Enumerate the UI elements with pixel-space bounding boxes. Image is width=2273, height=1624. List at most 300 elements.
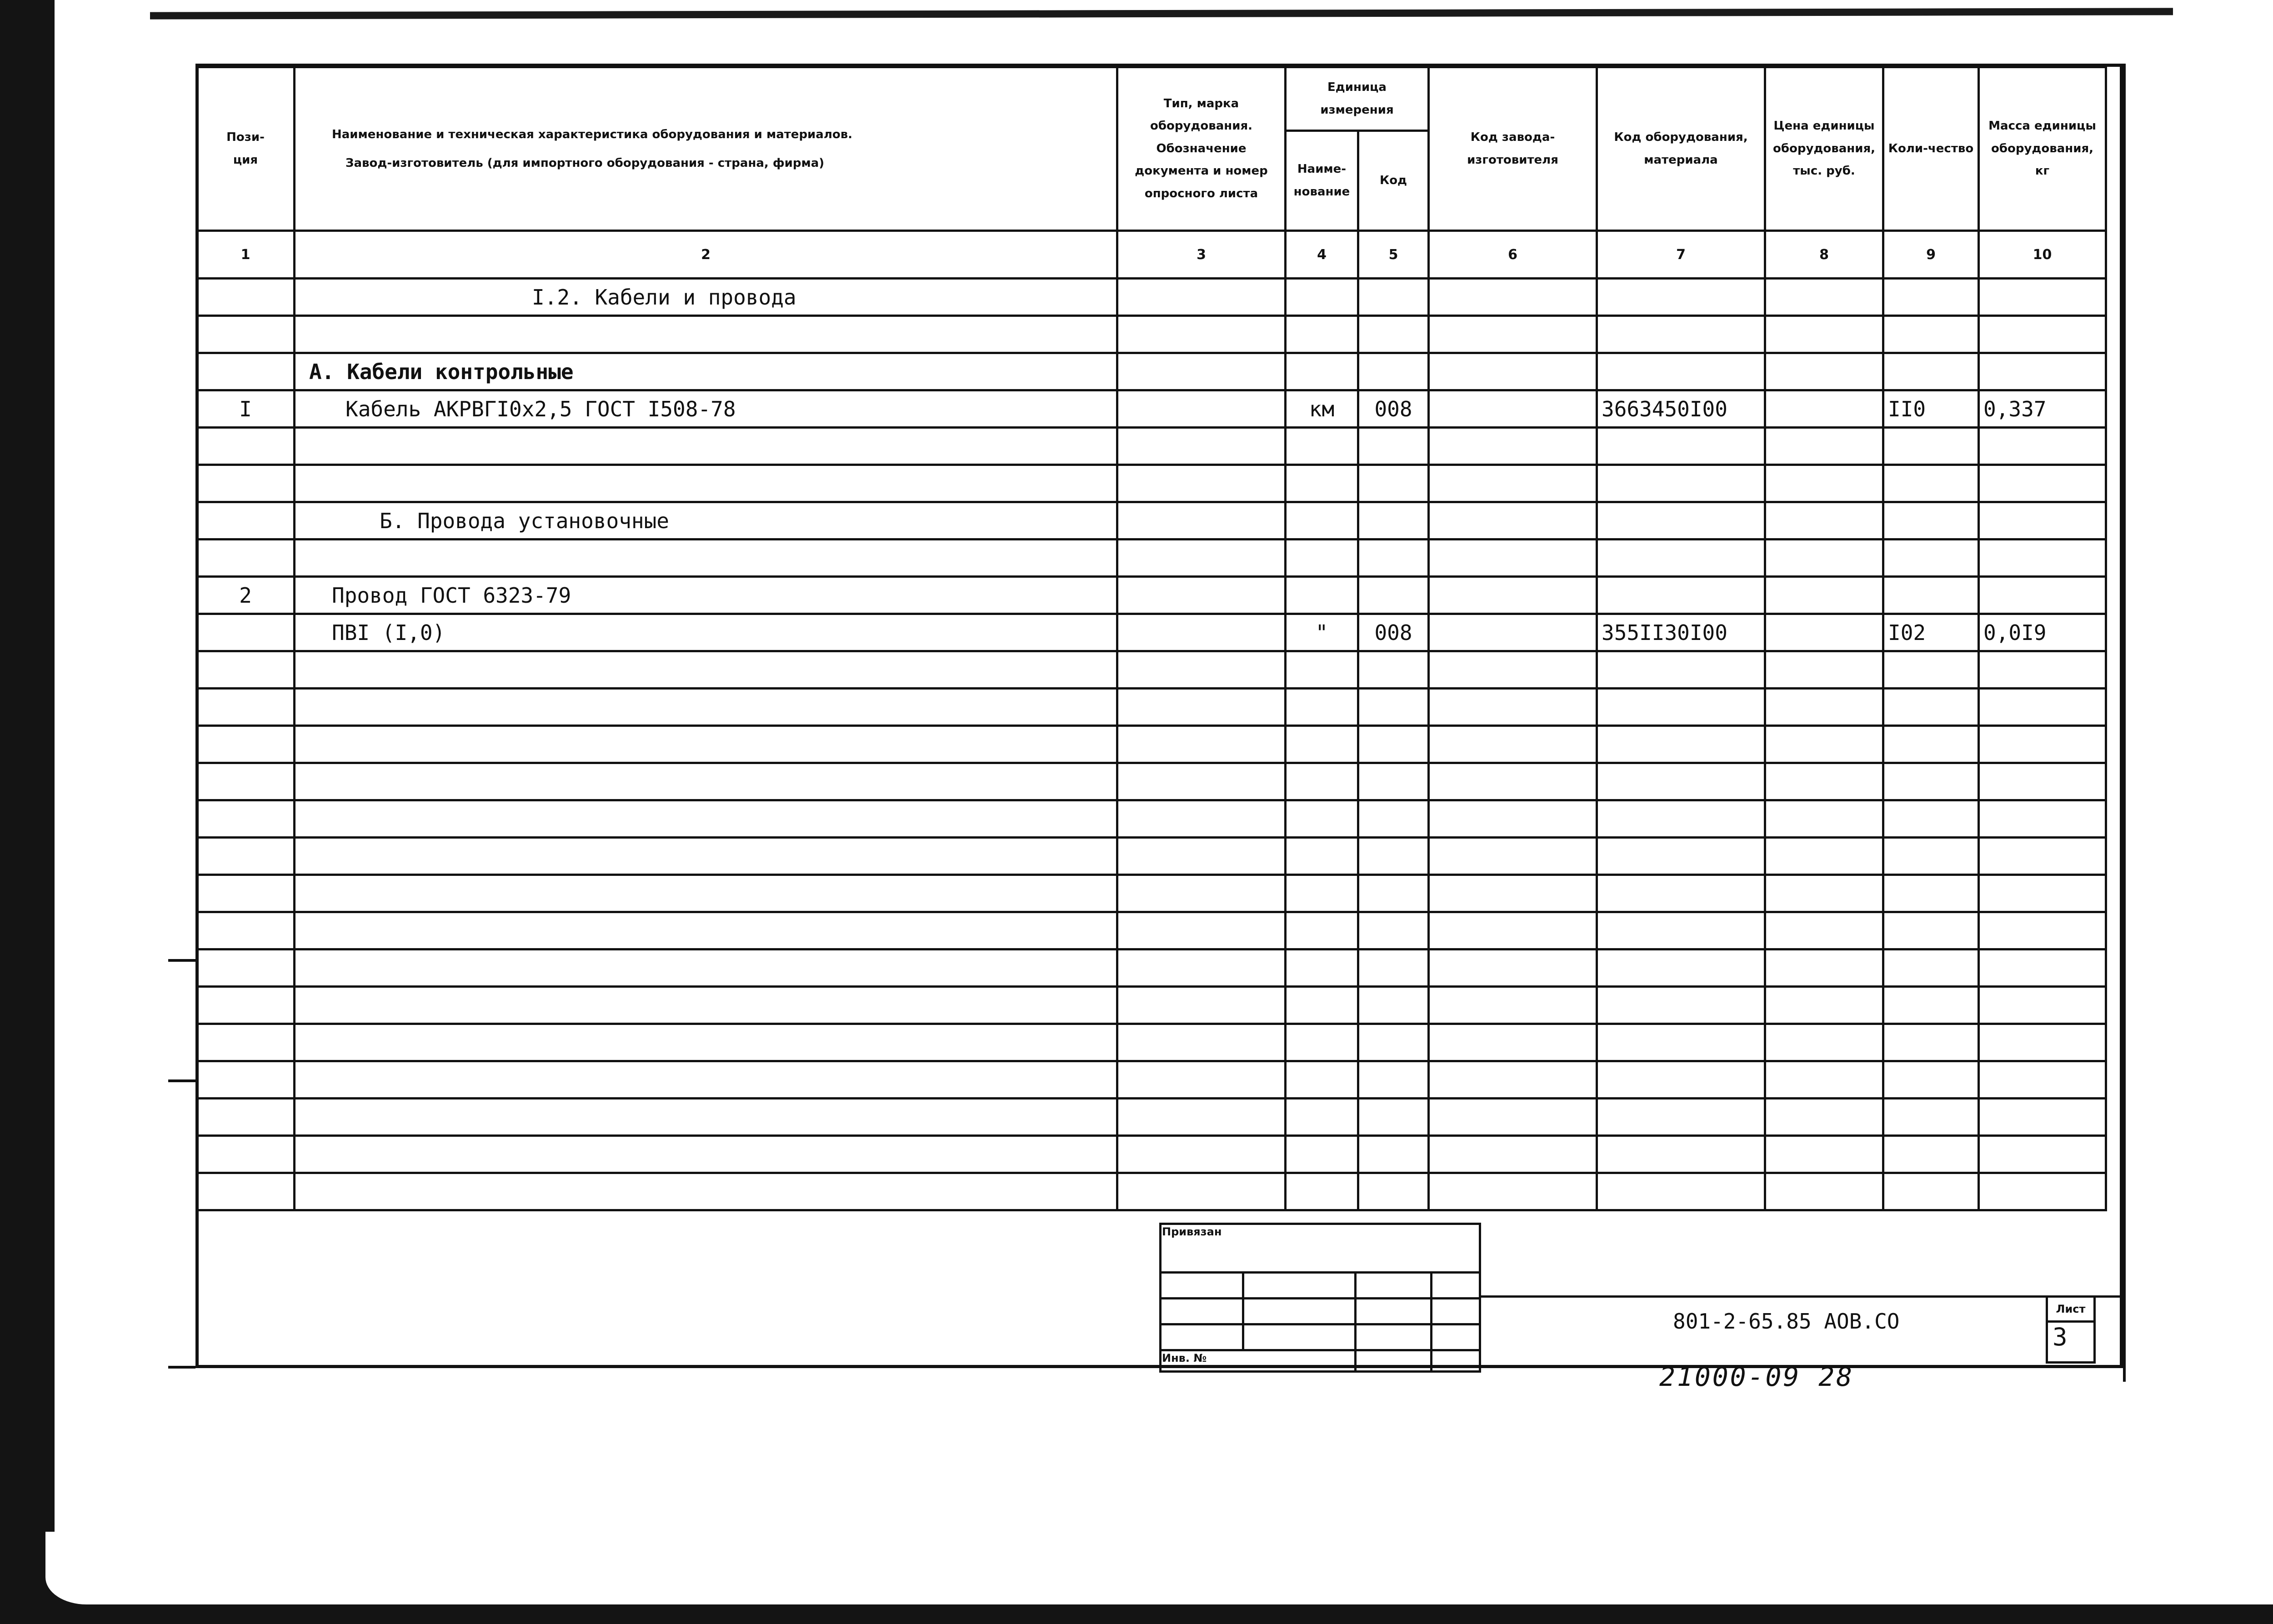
cell-equip xyxy=(1597,502,1765,540)
header-plant-code: Код завода-изготовителя xyxy=(1429,67,1597,231)
cell-empty xyxy=(1429,614,1597,651)
cell-name xyxy=(295,1099,1117,1136)
margin-tick xyxy=(168,1366,195,1369)
cell-qty xyxy=(1883,875,1979,912)
cell-name xyxy=(295,1024,1117,1061)
cell-unit xyxy=(1286,316,1358,353)
cell-code xyxy=(1358,316,1429,353)
cell-mass xyxy=(1979,651,2106,689)
cell-empty xyxy=(1765,1099,1883,1136)
cell-name: Б. Провода установочные xyxy=(295,502,1117,540)
table-row xyxy=(197,689,2106,726)
cell-unit xyxy=(1286,838,1358,875)
cell-unit xyxy=(1286,1024,1358,1061)
cell-qty xyxy=(1883,540,1979,577)
cell-unit xyxy=(1286,1099,1358,1136)
cell-unit xyxy=(1286,1136,1358,1173)
cell-name: I.2. Кабели и провода xyxy=(295,279,1117,316)
cell-mass xyxy=(1979,800,2106,838)
cell-equip xyxy=(1597,1099,1765,1136)
cell-qty xyxy=(1883,763,1979,800)
specification-table xyxy=(195,66,2107,1211)
cell-equip xyxy=(1597,540,1765,577)
cell-qty xyxy=(1883,577,1979,614)
column-number: 10 xyxy=(1979,231,2106,279)
cell-equip xyxy=(1597,912,1765,949)
cell-code xyxy=(1358,465,1429,502)
cell-equip xyxy=(1597,316,1765,353)
cell-mass xyxy=(1979,1099,2106,1136)
cell-name: А. Кабели контрольные xyxy=(295,353,1117,390)
header-unit-name: Наиме-нование xyxy=(1286,131,1358,231)
cell-pos xyxy=(197,1136,295,1173)
cell-code xyxy=(1358,949,1429,987)
cell-empty xyxy=(1117,763,1286,800)
cell-pos xyxy=(197,353,295,390)
cell-name xyxy=(295,428,1117,465)
scan-paper-edge xyxy=(45,1532,2273,1604)
cell-equip xyxy=(1597,1061,1765,1099)
cell-empty xyxy=(1765,577,1883,614)
column-number: 4 xyxy=(1286,231,1358,279)
cell-empty xyxy=(1429,1099,1597,1136)
cell-equip xyxy=(1597,689,1765,726)
table-row xyxy=(197,949,2106,987)
right-border-line xyxy=(2123,64,2126,1382)
cell-code xyxy=(1358,763,1429,800)
cell-pos xyxy=(197,614,295,651)
table-row xyxy=(197,1173,2106,1210)
cell-unit xyxy=(1286,949,1358,987)
column-number: 3 xyxy=(1117,231,1286,279)
table-row xyxy=(197,875,2106,912)
cell-empty xyxy=(1117,1024,1286,1061)
cell-empty xyxy=(1117,1061,1286,1099)
cell-equip xyxy=(1597,763,1765,800)
cell-qty xyxy=(1883,987,1979,1024)
inventory-cell xyxy=(1161,1350,1356,1372)
cell-code xyxy=(1358,838,1429,875)
table-row xyxy=(197,428,2106,465)
column-number: 2 xyxy=(295,231,1117,279)
cell-equip xyxy=(1597,949,1765,987)
cell-name xyxy=(295,651,1117,689)
cell-empty xyxy=(1429,875,1597,912)
header-name-line2: Завод-изготовитель (для импортного оборудования - страна, фирма) xyxy=(345,156,825,170)
table-row xyxy=(197,540,2106,577)
cell-unit xyxy=(1286,726,1358,763)
cell-empty xyxy=(1429,577,1597,614)
cell-unit xyxy=(1286,502,1358,540)
cell-mass xyxy=(1979,540,2106,577)
table-row xyxy=(197,912,2106,949)
table-row xyxy=(197,1099,2106,1136)
cell-empty xyxy=(1117,502,1286,540)
cell-name xyxy=(295,949,1117,987)
sheet-label: Лист xyxy=(2048,1298,2093,1323)
cell-empty xyxy=(1429,316,1597,353)
cell-unit xyxy=(1286,279,1358,316)
cell-empty xyxy=(1765,1061,1883,1099)
cell-qty xyxy=(1883,1173,1979,1210)
table-row xyxy=(197,390,2106,428)
cell-empty xyxy=(1429,540,1597,577)
cell-qty xyxy=(1883,949,1979,987)
cell-mass xyxy=(1979,502,2106,540)
cell-pos xyxy=(197,465,295,502)
cell-code xyxy=(1358,651,1429,689)
cell-code xyxy=(1358,1136,1429,1173)
cell-empty xyxy=(1429,800,1597,838)
cell-mass xyxy=(1979,1136,2106,1173)
cell-code xyxy=(1358,875,1429,912)
cell-name xyxy=(295,316,1117,353)
table-row xyxy=(197,1061,2106,1099)
cell-equip: 3663450I00 xyxy=(1597,390,1765,428)
cell-name xyxy=(295,875,1117,912)
cell-code xyxy=(1358,987,1429,1024)
cell-qty xyxy=(1883,1024,1979,1061)
cell-mass xyxy=(1979,1173,2106,1210)
cell-empty xyxy=(1765,540,1883,577)
column-number: 9 xyxy=(1883,231,1979,279)
cell-qty xyxy=(1883,465,1979,502)
cell-code xyxy=(1358,1061,1429,1099)
cell-empty xyxy=(1117,875,1286,912)
cell-empty xyxy=(1429,912,1597,949)
attached-label: Привязан xyxy=(1162,1225,1222,1238)
cell-name xyxy=(295,800,1117,838)
cell-mass xyxy=(1979,912,2106,949)
cell-empty xyxy=(1429,987,1597,1024)
cell-unit xyxy=(1286,1061,1358,1099)
cell-empty xyxy=(1117,838,1286,875)
cell-empty xyxy=(1429,1061,1597,1099)
cell-code xyxy=(1358,912,1429,949)
cell-empty xyxy=(1429,689,1597,726)
cell-code xyxy=(1358,502,1429,540)
header-type: Тип, марка оборудования. Обозначение документа и номер опросного листа xyxy=(1117,67,1286,231)
table-row xyxy=(197,279,2106,316)
cell-unit xyxy=(1286,577,1358,614)
cell-pos xyxy=(197,316,295,353)
cell-equip xyxy=(1597,1024,1765,1061)
cell-equip xyxy=(1597,987,1765,1024)
cell-name xyxy=(295,465,1117,502)
cell-empty xyxy=(1765,912,1883,949)
scan-border-left xyxy=(0,0,55,1624)
cell-empty xyxy=(1765,763,1883,800)
sheet-box xyxy=(2046,1295,2096,1364)
cell-qty xyxy=(1883,1136,1979,1173)
cell-name xyxy=(295,838,1117,875)
cell-empty xyxy=(1429,353,1597,390)
cell-name: Кабель АКРВГI0х2,5 ГОСТ I508-78 xyxy=(295,390,1117,428)
column-number: 8 xyxy=(1765,231,1883,279)
cell-qty xyxy=(1883,912,1979,949)
table-row xyxy=(197,577,2106,614)
scan-border-top xyxy=(150,8,2173,19)
cell-empty xyxy=(1765,875,1883,912)
cell-mass xyxy=(1979,1061,2106,1099)
cell-equip xyxy=(1597,800,1765,838)
header-unit-code: Код xyxy=(1358,131,1429,231)
cell-code xyxy=(1358,577,1429,614)
table-row xyxy=(197,800,2106,838)
cell-pos xyxy=(197,1173,295,1210)
header-name xyxy=(295,67,1117,231)
cell-empty xyxy=(1429,1136,1597,1173)
cell-mass xyxy=(1979,763,2106,800)
cell-mass xyxy=(1979,987,2106,1024)
cell-name xyxy=(295,1173,1117,1210)
cell-name xyxy=(295,689,1117,726)
cell-qty xyxy=(1883,651,1979,689)
cell-empty xyxy=(1429,428,1597,465)
cell-empty xyxy=(1765,651,1883,689)
cell-empty xyxy=(1117,949,1286,987)
cell-qty xyxy=(1883,838,1979,875)
cell-mass xyxy=(1979,577,2106,614)
cell-code xyxy=(1358,540,1429,577)
cell-mass xyxy=(1979,838,2106,875)
cell-empty xyxy=(1765,838,1883,875)
cell-name xyxy=(295,540,1117,577)
column-number: 6 xyxy=(1429,231,1597,279)
table-row xyxy=(197,1024,2106,1061)
cell-mass: 0,0I9 xyxy=(1979,614,2106,651)
cell-equip xyxy=(1597,428,1765,465)
header-unit-group: Единица измерения xyxy=(1286,67,1429,131)
cell-name xyxy=(295,1136,1117,1173)
cell-empty xyxy=(1117,540,1286,577)
cell-code xyxy=(1358,428,1429,465)
cell-unit xyxy=(1286,763,1358,800)
cell-qty: II0 xyxy=(1883,390,1979,428)
cell-code: 008 xyxy=(1358,390,1429,428)
cell-unit xyxy=(1286,540,1358,577)
cell-empty xyxy=(1765,428,1883,465)
archive-number: 21000-09 28 xyxy=(1659,1361,1854,1392)
document-code: 801-2-65.85 АОВ.СО xyxy=(1673,1309,1900,1334)
cell-code: 008 xyxy=(1358,614,1429,651)
table-row xyxy=(197,465,2106,502)
cell-unit xyxy=(1286,875,1358,912)
cell-empty xyxy=(1117,316,1286,353)
cell-empty xyxy=(1429,838,1597,875)
title-block-stamp xyxy=(1159,1223,1481,1373)
cell-mass: 0,337 xyxy=(1979,390,2106,428)
cell-qty xyxy=(1883,502,1979,540)
cell-mass xyxy=(1979,949,2106,987)
cell-mass xyxy=(1979,353,2106,390)
cell-empty xyxy=(1117,465,1286,502)
cell-unit xyxy=(1286,353,1358,390)
cell-pos xyxy=(197,949,295,987)
cell-equip xyxy=(1597,1173,1765,1210)
cell-pos xyxy=(197,1099,295,1136)
title-block-line xyxy=(1480,1295,2121,1298)
cell-name xyxy=(295,987,1117,1024)
header-equipment-code: Код оборудования, материала xyxy=(1597,67,1765,231)
cell-code xyxy=(1358,279,1429,316)
cell-code xyxy=(1358,800,1429,838)
cell-code xyxy=(1358,1173,1429,1210)
cell-pos xyxy=(197,689,295,726)
cell-empty xyxy=(1429,390,1597,428)
table-row xyxy=(197,353,2106,390)
table-row xyxy=(197,316,2106,353)
cell-pos xyxy=(197,1024,295,1061)
cell-code xyxy=(1358,1099,1429,1136)
cell-empty xyxy=(1765,1024,1883,1061)
cell-code xyxy=(1358,726,1429,763)
cell-name: Провод ГОСТ 6323-79 xyxy=(295,577,1117,614)
cell-empty xyxy=(1117,428,1286,465)
cell-pos: I xyxy=(197,390,295,428)
cell-mass xyxy=(1979,875,2106,912)
cell-empty xyxy=(1117,279,1286,316)
cell-empty xyxy=(1765,316,1883,353)
cell-empty xyxy=(1117,651,1286,689)
cell-pos xyxy=(197,838,295,875)
header-mass: Масса единицы оборудования, кг xyxy=(1979,67,2106,231)
margin-tick xyxy=(168,1079,195,1082)
table-row xyxy=(197,838,2106,875)
cell-name: ПВI (I,0) xyxy=(295,614,1117,651)
cell-empty xyxy=(1765,465,1883,502)
cell-pos xyxy=(197,651,295,689)
column-number: 7 xyxy=(1597,231,1765,279)
cell-name xyxy=(295,763,1117,800)
cell-empty xyxy=(1765,353,1883,390)
cell-pos xyxy=(197,912,295,949)
cell-pos xyxy=(197,1061,295,1099)
cell-equip: 355II30I00 xyxy=(1597,614,1765,651)
cell-unit xyxy=(1286,800,1358,838)
cell-equip xyxy=(1597,465,1765,502)
table-row xyxy=(197,614,2106,651)
cell-mass xyxy=(1979,726,2106,763)
margin-tick xyxy=(168,959,195,962)
cell-empty xyxy=(1117,390,1286,428)
cell-code xyxy=(1358,1024,1429,1061)
cell-empty xyxy=(1117,1136,1286,1173)
cell-name xyxy=(295,912,1117,949)
cell-mass xyxy=(1979,279,2106,316)
cell-equip xyxy=(1597,279,1765,316)
column-number: 1 xyxy=(197,231,295,279)
cell-qty: I02 xyxy=(1883,614,1979,651)
cell-empty xyxy=(1117,800,1286,838)
cell-unit xyxy=(1286,651,1358,689)
cell-empty xyxy=(1765,279,1883,316)
cell-empty xyxy=(1117,614,1286,651)
cell-qty xyxy=(1883,1061,1979,1099)
cell-empty xyxy=(1117,1173,1286,1210)
cell-qty xyxy=(1883,353,1979,390)
cell-name xyxy=(295,726,1117,763)
cell-unit xyxy=(1286,987,1358,1024)
cell-empty xyxy=(1765,502,1883,540)
cell-qty xyxy=(1883,1099,1979,1136)
cell-pos xyxy=(197,540,295,577)
cell-empty xyxy=(1429,279,1597,316)
table-row xyxy=(197,651,2106,689)
header-name-line1: Наименование и техническая характеристика оборудования и материалов. xyxy=(332,128,853,142)
cell-pos xyxy=(197,428,295,465)
column-number: 5 xyxy=(1358,231,1429,279)
cell-qty xyxy=(1883,689,1979,726)
cell-name xyxy=(295,1061,1117,1099)
sheet-number: 3 xyxy=(2053,1323,2068,1351)
cell-empty xyxy=(1765,1136,1883,1173)
table-row xyxy=(197,1136,2106,1173)
cell-empty xyxy=(1765,726,1883,763)
cell-equip xyxy=(1597,1136,1765,1173)
table-row xyxy=(197,987,2106,1024)
cell-empty xyxy=(1765,800,1883,838)
cell-empty xyxy=(1765,390,1883,428)
cell-empty xyxy=(1117,912,1286,949)
inventory-label: Инв. № xyxy=(1162,1352,1207,1364)
cell-unit: км xyxy=(1286,390,1358,428)
column-number-row xyxy=(197,231,2106,279)
cell-empty xyxy=(1429,1173,1597,1210)
cell-pos xyxy=(197,875,295,912)
cell-equip xyxy=(1597,726,1765,763)
cell-empty xyxy=(1117,689,1286,726)
cell-empty xyxy=(1765,949,1883,987)
header-quantity: Коли-чество xyxy=(1883,67,1979,231)
cell-empty xyxy=(1117,1099,1286,1136)
cell-empty xyxy=(1765,614,1883,651)
cell-empty xyxy=(1429,465,1597,502)
cell-empty xyxy=(1429,949,1597,987)
cell-unit: " xyxy=(1286,614,1358,651)
cell-mass xyxy=(1979,1024,2106,1061)
cell-empty xyxy=(1765,1173,1883,1210)
cell-pos xyxy=(197,987,295,1024)
cell-qty xyxy=(1883,279,1979,316)
cell-empty xyxy=(1117,987,1286,1024)
table-row xyxy=(197,726,2106,763)
cell-unit xyxy=(1286,1173,1358,1210)
cell-mass xyxy=(1979,428,2106,465)
cell-empty xyxy=(1429,1024,1597,1061)
cell-qty xyxy=(1883,316,1979,353)
cell-unit xyxy=(1286,689,1358,726)
cell-equip xyxy=(1597,651,1765,689)
cell-empty xyxy=(1429,763,1597,800)
cell-code xyxy=(1358,689,1429,726)
cell-empty xyxy=(1765,689,1883,726)
cell-unit xyxy=(1286,465,1358,502)
cell-pos xyxy=(197,726,295,763)
cell-empty xyxy=(1117,726,1286,763)
cell-mass xyxy=(1979,316,2106,353)
cell-pos xyxy=(197,800,295,838)
cell-qty xyxy=(1883,726,1979,763)
cell-pos xyxy=(197,763,295,800)
cell-qty xyxy=(1883,428,1979,465)
cell-equip xyxy=(1597,577,1765,614)
cell-qty xyxy=(1883,800,1979,838)
cell-empty xyxy=(1429,726,1597,763)
cell-equip xyxy=(1597,838,1765,875)
table-row xyxy=(197,502,2106,540)
cell-empty xyxy=(1117,353,1286,390)
